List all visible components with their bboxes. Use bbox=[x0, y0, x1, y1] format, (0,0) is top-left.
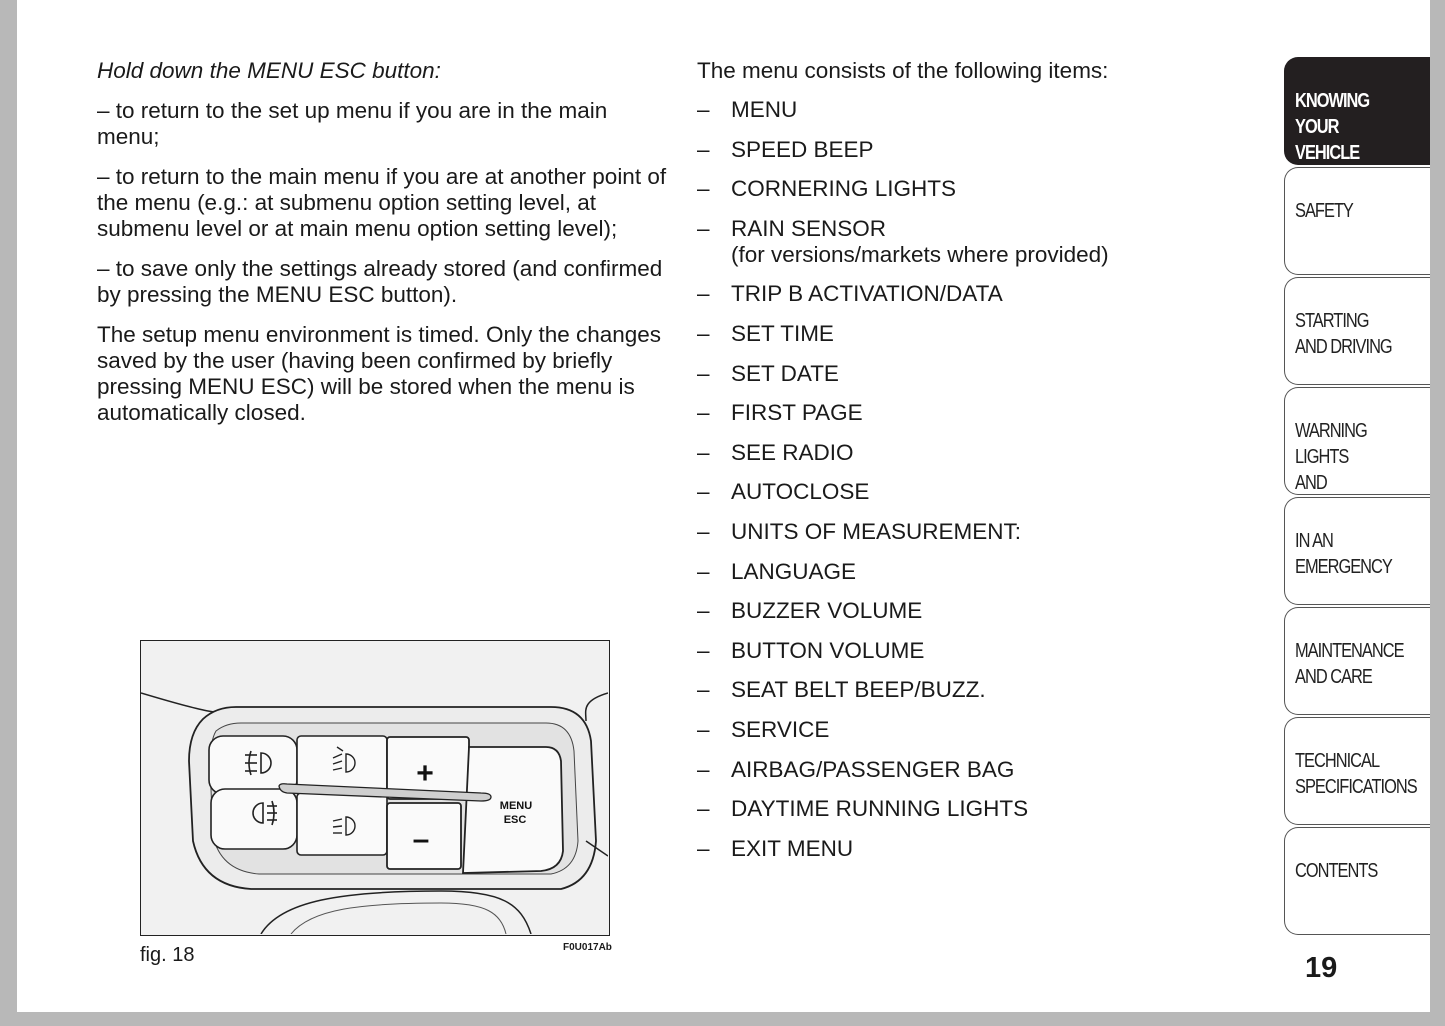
minus-symbol: – bbox=[412, 823, 430, 856]
plus-symbol: + bbox=[416, 757, 434, 790]
list-item: – AIRBAG/PASSENGER BAG bbox=[697, 756, 1015, 782]
paragraph-return-setup: – to return to the set up menu if you are in the main menu; bbox=[97, 98, 608, 149]
list-item: – SERVICE bbox=[697, 716, 830, 742]
dash: – bbox=[697, 439, 710, 465]
list-item: – BUTTON VOLUME bbox=[697, 637, 925, 663]
dash: – bbox=[697, 479, 710, 505]
right-column bbox=[697, 58, 1157, 875]
list-item: – UNITS OF MEASUREMENT: bbox=[697, 518, 1022, 544]
figure-caption: fig. 18 bbox=[140, 944, 195, 966]
dash: – bbox=[697, 796, 710, 822]
menu-items-list bbox=[697, 97, 1157, 862]
list-item: – MENU bbox=[697, 97, 798, 122]
menu-items-heading: The menu consists of the following items: bbox=[697, 58, 1109, 83]
list-item: – SEE RADIO bbox=[697, 439, 854, 465]
dash: – bbox=[697, 215, 710, 241]
headlight-button bbox=[297, 793, 387, 855]
dash: – bbox=[697, 835, 710, 861]
dash: – bbox=[697, 320, 710, 346]
tab-warning-lights-and-messages[interactable]: WARNING LIGHTS AND bbox=[1284, 387, 1430, 495]
list-item: – LANGUAGE bbox=[697, 558, 857, 584]
list-item: – DAYTIME RUNNING LIGHTS bbox=[697, 796, 1029, 822]
list-item: – SPEED BEEP bbox=[697, 136, 874, 162]
figure-18-control-panel bbox=[140, 640, 610, 936]
cornering-light-button bbox=[297, 736, 387, 791]
rain-sensor-note: (for versions/markets where provided) bbox=[731, 241, 1109, 267]
list-item: – RAIN SENSOR (for versions/markets where provided) bbox=[697, 215, 1109, 267]
list-item: – SET DATE bbox=[697, 360, 839, 386]
dash: – bbox=[697, 97, 710, 122]
dash: – bbox=[697, 281, 710, 307]
tab-starting-and-driving[interactable]: STARTING AND DRIVING bbox=[1284, 277, 1430, 385]
paragraph-timed: The setup menu environment is timed. Only the changes saved by the user (having been confirmed by briefly pressing MENU ESC) will be stored when the menu is automatically closed. bbox=[97, 322, 662, 425]
dash: – bbox=[697, 518, 710, 544]
tab-safety[interactable]: SAFETY bbox=[1284, 167, 1430, 275]
tab-maintenance-and-care[interactable]: MAINTENANCE AND CARE bbox=[1284, 607, 1430, 715]
intro-text: Hold down the MENU ESC button: bbox=[97, 58, 441, 83]
tab-contents[interactable]: CONTENTS bbox=[1284, 827, 1430, 935]
dash: – bbox=[697, 400, 710, 426]
dash: – bbox=[697, 756, 710, 782]
list-item: – BUZZER VOLUME bbox=[697, 598, 923, 624]
tab-technical-specifications[interactable]: TECHNICAL SPECIFICATIONS bbox=[1284, 717, 1430, 825]
list-item: – TRIP B ACTIVATION/DATA bbox=[697, 281, 1003, 307]
list-item: – CORNERING LIGHTS bbox=[697, 176, 957, 202]
list-item: – SEAT BELT BEEP/BUZZ. bbox=[697, 677, 986, 703]
figure-code: F0U017Ab bbox=[563, 942, 612, 953]
dash: – bbox=[697, 598, 710, 624]
paragraph-return-main: – to return to the main menu if you are at another point of the menu (e.g.: at submenu option setting level, at submenu level or at main menu option setting level); bbox=[97, 164, 667, 241]
paragraph-save-settings: – to save only the settings already stored (and confirmed by pressing the MENU ESC button). bbox=[97, 256, 663, 307]
dash: – bbox=[697, 637, 710, 663]
list-item: – SET TIME bbox=[697, 320, 834, 346]
dash: – bbox=[697, 136, 710, 162]
list-item: – AUTOCLOSE bbox=[697, 479, 870, 505]
page-number: 19 bbox=[1305, 952, 1338, 984]
dash: – bbox=[697, 677, 710, 703]
dash: – bbox=[697, 558, 710, 584]
esc-label: ESC bbox=[503, 814, 527, 826]
list-item: – EXIT MENU bbox=[697, 835, 854, 861]
dash: – bbox=[697, 716, 710, 742]
control-panel-drawing bbox=[141, 641, 608, 934]
dash: – bbox=[697, 360, 710, 386]
tab-knowing-your-vehicle[interactable]: KNOWING YOUR VEHICLE bbox=[1284, 57, 1430, 165]
manual-page bbox=[17, 0, 1430, 1012]
dash: – bbox=[697, 176, 710, 202]
tab-in-an-emergency[interactable]: IN AN EMERGENCY bbox=[1284, 497, 1430, 605]
menu-label: MENU bbox=[499, 800, 533, 812]
list-item: – FIRST PAGE bbox=[697, 400, 863, 426]
left-column bbox=[97, 58, 667, 440]
